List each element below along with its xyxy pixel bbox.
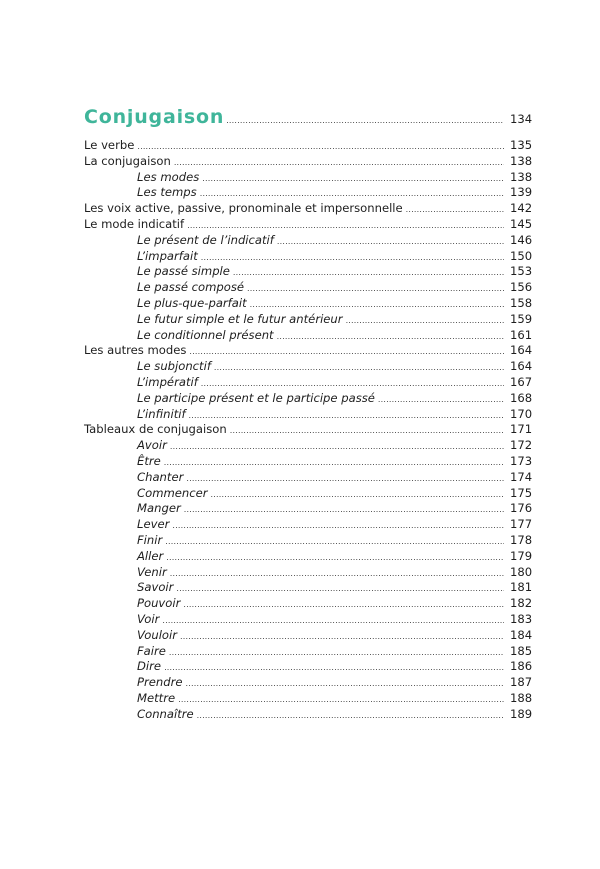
dot-leader <box>214 360 504 376</box>
toc-subentry[interactable] <box>84 374 533 391</box>
toc-entry-label: Tableaux de conjugaison <box>84 422 227 437</box>
toc-subentry[interactable] <box>84 627 533 644</box>
toc-page-number: 164 <box>510 359 533 374</box>
toc-entry[interactable] <box>84 216 533 233</box>
toc-entry-label: L’imparfait <box>137 248 198 263</box>
toc-entry-label: Le mode indicatif <box>84 216 185 231</box>
toc-entry-label: Voir <box>137 611 160 626</box>
toc-subentry[interactable] <box>84 264 533 280</box>
toc-subentry[interactable] <box>84 485 533 502</box>
toc-entry-label: Le futur simple et le futur antérieur <box>137 311 343 326</box>
toc-entry-label: Avoir <box>137 438 167 453</box>
toc-section-heading-row[interactable] <box>84 106 533 138</box>
dot-leader <box>176 581 504 597</box>
toc-entry[interactable] <box>84 343 533 359</box>
toc-page-number: 145 <box>510 216 533 231</box>
toc-entries <box>84 138 533 722</box>
toc-page-number: 182 <box>510 596 533 611</box>
toc-subentry[interactable] <box>84 406 533 423</box>
toc-page-number: 186 <box>510 659 533 674</box>
toc-entry-label: Lever <box>137 517 170 532</box>
dot-leader <box>202 171 504 187</box>
toc-page-number: 173 <box>510 453 533 468</box>
toc-subentry[interactable] <box>84 643 533 660</box>
dot-leader <box>197 708 504 724</box>
toc-entry-label: Connaître <box>137 706 194 721</box>
section-title: Conjugaison <box>84 106 225 128</box>
toc-page-number: 178 <box>510 532 533 547</box>
toc-subentry[interactable] <box>84 706 533 723</box>
toc-page-number: 183 <box>510 611 533 626</box>
toc-entry-label: Commencer <box>137 485 208 500</box>
toc-subentry[interactable] <box>84 517 533 533</box>
toc-page-number: 138 <box>510 153 533 168</box>
toc-entry-label: Les modes <box>137 169 200 184</box>
dot-leader <box>211 487 504 503</box>
toc-entry-label: Pouvoir <box>137 596 181 611</box>
toc-page-number: 158 <box>510 295 533 310</box>
toc-entry-label: Être <box>137 453 161 468</box>
toc-subentry[interactable] <box>84 611 533 628</box>
toc-entry-label: Le conditionnel présent <box>137 327 274 342</box>
toc-entry[interactable] <box>84 153 533 170</box>
toc-subentry[interactable] <box>84 690 533 707</box>
dot-leader <box>162 613 504 629</box>
dot-leader <box>250 297 504 313</box>
toc-page-number: 164 <box>510 343 533 358</box>
toc-entry-label: Le verbe <box>84 138 135 152</box>
dot-leader <box>378 392 504 408</box>
dot-leader <box>170 439 504 455</box>
toc-page-number: 174 <box>510 469 533 484</box>
dot-leader <box>346 313 504 329</box>
toc-subentry[interactable] <box>84 295 533 312</box>
toc-subentry[interactable] <box>84 232 533 249</box>
toc-page-number: 156 <box>510 280 533 295</box>
toc-entry-label: Finir <box>137 532 163 547</box>
toc-subentry[interactable] <box>84 438 533 454</box>
toc-entry-label: Aller <box>137 548 164 563</box>
toc-page-number: 168 <box>510 390 533 405</box>
toc-entry-label: Le passé composé <box>137 280 245 295</box>
dot-leader <box>186 676 505 692</box>
toc-subentry[interactable] <box>84 675 533 691</box>
toc-entry-label: Venir <box>137 564 167 579</box>
dot-leader <box>183 597 504 613</box>
toc-page-number: 184 <box>510 627 533 642</box>
dot-leader <box>174 155 504 171</box>
toc-entry-label: Faire <box>137 643 166 658</box>
toc-page-number: 176 <box>510 501 533 516</box>
toc-entry-label: Vouloir <box>137 627 177 642</box>
dot-leader <box>277 234 504 250</box>
toc-entry-label: Le subjonctif <box>137 359 211 374</box>
toc-subentry[interactable] <box>84 453 533 470</box>
dot-leader <box>165 534 504 550</box>
toc-page-number: 159 <box>510 311 533 326</box>
toc-entry-label: L’impératif <box>137 374 198 389</box>
toc-page-number: 177 <box>510 517 533 532</box>
toc-entry[interactable] <box>84 422 533 438</box>
toc-subentry[interactable] <box>84 327 533 344</box>
dot-leader <box>233 265 504 281</box>
toc-page-number: 189 <box>510 706 533 721</box>
toc-entry-label: Le plus-que-parfait <box>137 295 247 310</box>
toc-entry-label: Savoir <box>137 580 174 595</box>
toc-entry[interactable] <box>84 201 533 217</box>
toc-entry-label: Le participe présent et le participe passé <box>137 390 375 405</box>
dot-leader <box>172 518 504 534</box>
toc-page-number: 187 <box>510 675 533 690</box>
dot-leader <box>187 218 504 234</box>
dot-leader <box>201 250 504 266</box>
toc-subentry[interactable] <box>84 248 533 265</box>
toc-subentry[interactable] <box>84 359 533 375</box>
dot-leader <box>166 550 504 566</box>
toc-entry-label: Mettre <box>137 690 176 705</box>
toc-page-number: 167 <box>510 374 533 389</box>
toc-page-number: 153 <box>510 264 533 279</box>
dot-leader <box>230 423 504 439</box>
toc-page-number: 181 <box>510 580 533 595</box>
dot-leader <box>200 186 504 202</box>
toc-subentry[interactable] <box>84 390 533 407</box>
dot-leader <box>184 502 504 518</box>
toc-page-number: 139 <box>510 185 533 200</box>
section-page-number: 134 <box>510 112 533 126</box>
toc-entry-label: Le présent de l’indicatif <box>137 232 274 247</box>
dot-leader <box>180 629 504 645</box>
dot-leader <box>137 139 504 155</box>
dot-leader <box>170 566 504 582</box>
dot-leader <box>189 344 504 360</box>
dot-leader <box>247 281 504 297</box>
toc-page-number: 180 <box>510 564 533 579</box>
toc-page-number: 161 <box>510 327 533 342</box>
toc-page-number: 171 <box>510 422 533 437</box>
toc-entry-label: Chanter <box>137 469 184 484</box>
toc-page-number: 138 <box>510 169 533 184</box>
dot-leader <box>178 692 504 708</box>
toc-entry-label: La conjugaison <box>84 153 171 168</box>
toc-entry-label: Manger <box>137 501 181 516</box>
toc-entry-label: Les autres modes <box>84 343 187 358</box>
toc-entry-label: Les voix active, passive, pronominale et impersonnelle <box>84 201 403 216</box>
toc-subentry[interactable] <box>84 469 533 486</box>
dot-leader <box>186 471 504 487</box>
toc-subentry[interactable] <box>84 580 533 596</box>
toc-page-number: 188 <box>510 690 533 705</box>
dot-leader <box>189 408 504 424</box>
dot-leader <box>277 329 504 345</box>
toc-subentry[interactable] <box>84 548 533 565</box>
toc-page-number: 172 <box>510 438 533 453</box>
toc-entry-label: Prendre <box>137 675 183 690</box>
toc-entry-label: Dire <box>137 659 162 674</box>
dot-leader <box>201 376 504 392</box>
toc-page-number: 135 <box>510 138 533 152</box>
toc-subentry[interactable] <box>84 185 533 201</box>
dot-leader <box>164 660 504 676</box>
toc-page-number: 179 <box>510 548 533 563</box>
toc-page-number: 175 <box>510 485 533 500</box>
toc-subentry[interactable] <box>84 501 533 517</box>
toc-entry-label: L’infinitif <box>137 406 186 421</box>
toc-subentry[interactable] <box>84 169 533 186</box>
toc-subentry[interactable] <box>84 564 533 581</box>
toc-subentry[interactable] <box>84 659 533 675</box>
toc-page-number: 146 <box>510 232 533 247</box>
toc-page-number: 142 <box>510 201 533 216</box>
toc-page-number: 150 <box>510 248 533 263</box>
dot-leader <box>169 645 504 661</box>
toc-entry-label: Les temps <box>137 185 197 200</box>
toc-entry-label: Le passé simple <box>137 264 230 279</box>
toc-page-number: 185 <box>510 643 533 658</box>
toc-page-number: 170 <box>510 406 533 421</box>
dot-leader <box>164 455 504 471</box>
dot-leader <box>406 202 504 218</box>
toc-subentry[interactable] <box>84 311 533 328</box>
toc-subentry[interactable] <box>84 532 533 549</box>
toc-subentry[interactable] <box>84 596 533 612</box>
toc-entry[interactable] <box>84 138 533 154</box>
table-of-contents <box>84 106 533 722</box>
toc-subentry[interactable] <box>84 280 533 296</box>
dot-leader <box>226 116 504 125</box>
